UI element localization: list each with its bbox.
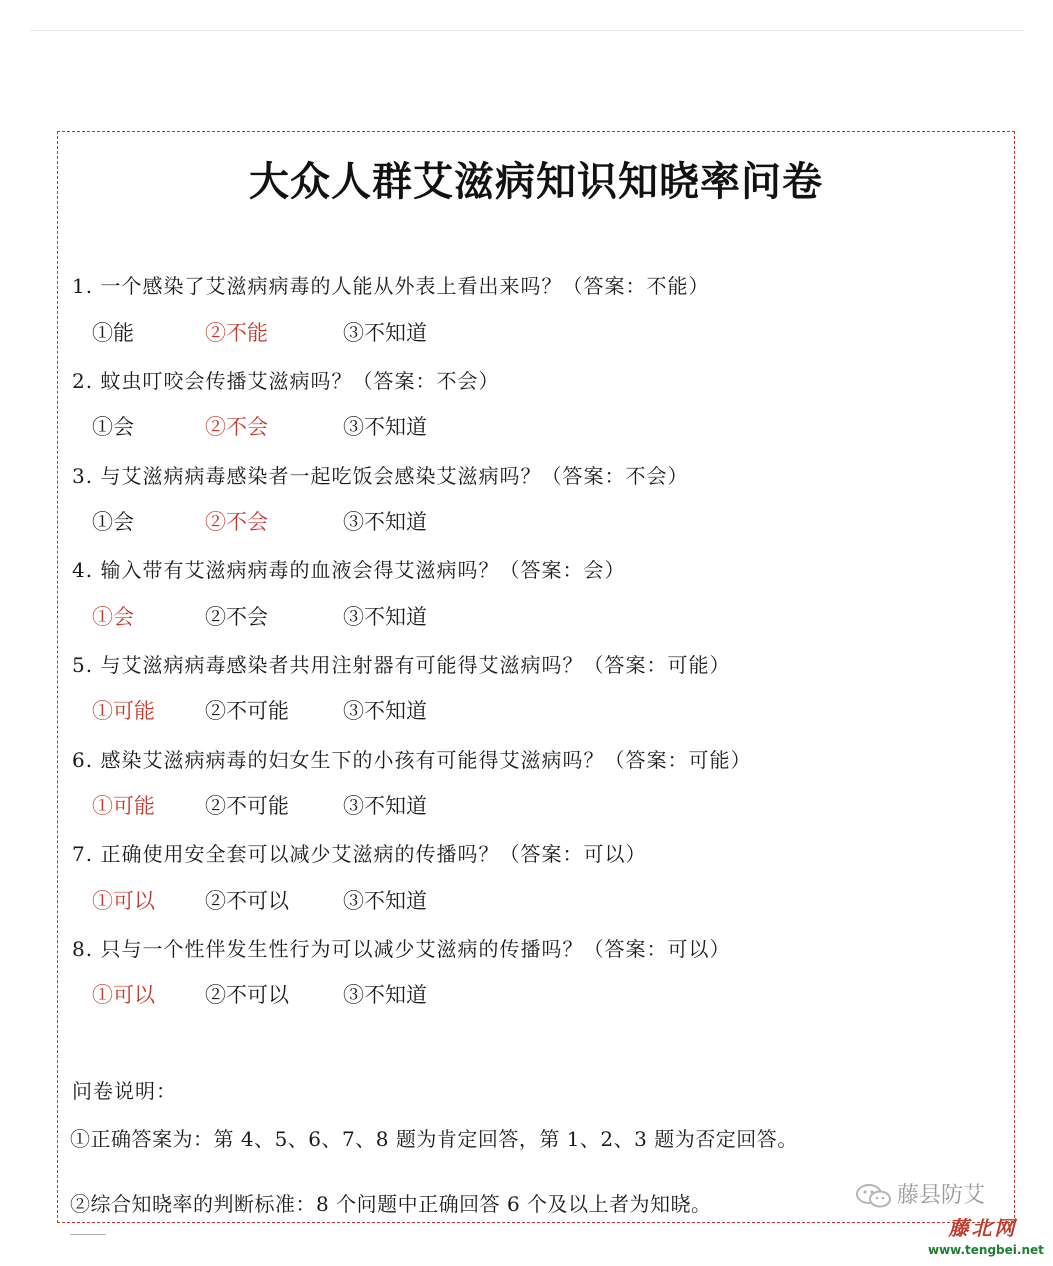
question-6: 6. 感染艾滋病病毒的妇女生下的小孩有可能得艾滋病吗？（答案：可能） (72, 748, 752, 772)
notes-title: 问卷说明： (72, 1079, 177, 1103)
option-correct[interactable]: ①可能 (92, 699, 155, 723)
option[interactable]: ②不可以 (205, 889, 289, 913)
option-correct[interactable]: ①可以 (92, 983, 155, 1007)
option[interactable]: ③不知道 (343, 321, 427, 345)
question-8: 8. 只与一个性伴发生性行为可以减少艾滋病的传播吗？（答案：可以） (72, 937, 731, 961)
question-7: 7. 正确使用安全套可以减少艾滋病的传播吗？（答案：可以） (72, 842, 647, 866)
note-1: ①正确答案为：第 4、5、6、7、8 题为肯定回答，第 1、2、3 题为否定回答。 (70, 1127, 798, 1151)
site-url[interactable]: www.tengbei.net (928, 1243, 1044, 1257)
option-correct[interactable]: ①会 (92, 605, 134, 629)
page-title: 大众人群艾滋病知识知晓率问卷 (249, 159, 823, 205)
option[interactable]: ③不知道 (343, 605, 427, 629)
option-correct[interactable]: ②不会 (205, 415, 268, 439)
option-correct[interactable]: ②不能 (205, 321, 268, 345)
option[interactable]: ③不知道 (343, 510, 427, 534)
question-4: 4. 输入带有艾滋病病毒的血液会得艾滋病吗？（答案：会） (72, 558, 626, 582)
option[interactable]: ②不会 (205, 605, 268, 629)
watermark-text: 藤县防艾 (897, 1183, 986, 1208)
option[interactable]: ①会 (92, 510, 134, 534)
bottom-divider (70, 1234, 106, 1235)
note-2: ②综合知晓率的判断标准：8 个问题中正确回答 6 个及以上者为知晓。 (70, 1192, 712, 1216)
wechat-icon (855, 1183, 893, 1209)
option[interactable]: ①能 (92, 321, 134, 345)
option[interactable]: ③不知道 (343, 699, 427, 723)
top-divider (30, 30, 1025, 31)
option-correct[interactable]: ①可能 (92, 794, 155, 818)
option[interactable]: ③不知道 (343, 983, 427, 1007)
site-name: 藤北网 (948, 1216, 1018, 1240)
question-5: 5. 与艾滋病病毒感染者共用注射器有可能得艾滋病吗？（答案：可能） (72, 653, 731, 677)
option[interactable]: ③不知道 (343, 415, 427, 439)
question-1: 1. 一个感染了艾滋病病毒的人能从外表上看出来吗？（答案：不能） (72, 274, 710, 298)
option[interactable]: ①会 (92, 415, 134, 439)
watermark (855, 1178, 985, 1209)
question-3: 3. 与艾滋病病毒感染者一起吃饭会感染艾滋病吗？（答案：不会） (72, 464, 689, 488)
option[interactable]: ②不可能 (205, 794, 289, 818)
option[interactable]: ③不知道 (343, 889, 427, 913)
site-logo[interactable] (928, 1212, 1044, 1257)
option-correct[interactable]: ①可以 (92, 889, 155, 913)
option[interactable]: ②不可能 (205, 699, 289, 723)
option[interactable]: ③不知道 (343, 794, 427, 818)
option[interactable]: ②不可以 (205, 983, 289, 1007)
option-correct[interactable]: ②不会 (205, 510, 268, 534)
question-2: 2. 蚊虫叮咬会传播艾滋病吗？（答案：不会） (72, 369, 500, 393)
